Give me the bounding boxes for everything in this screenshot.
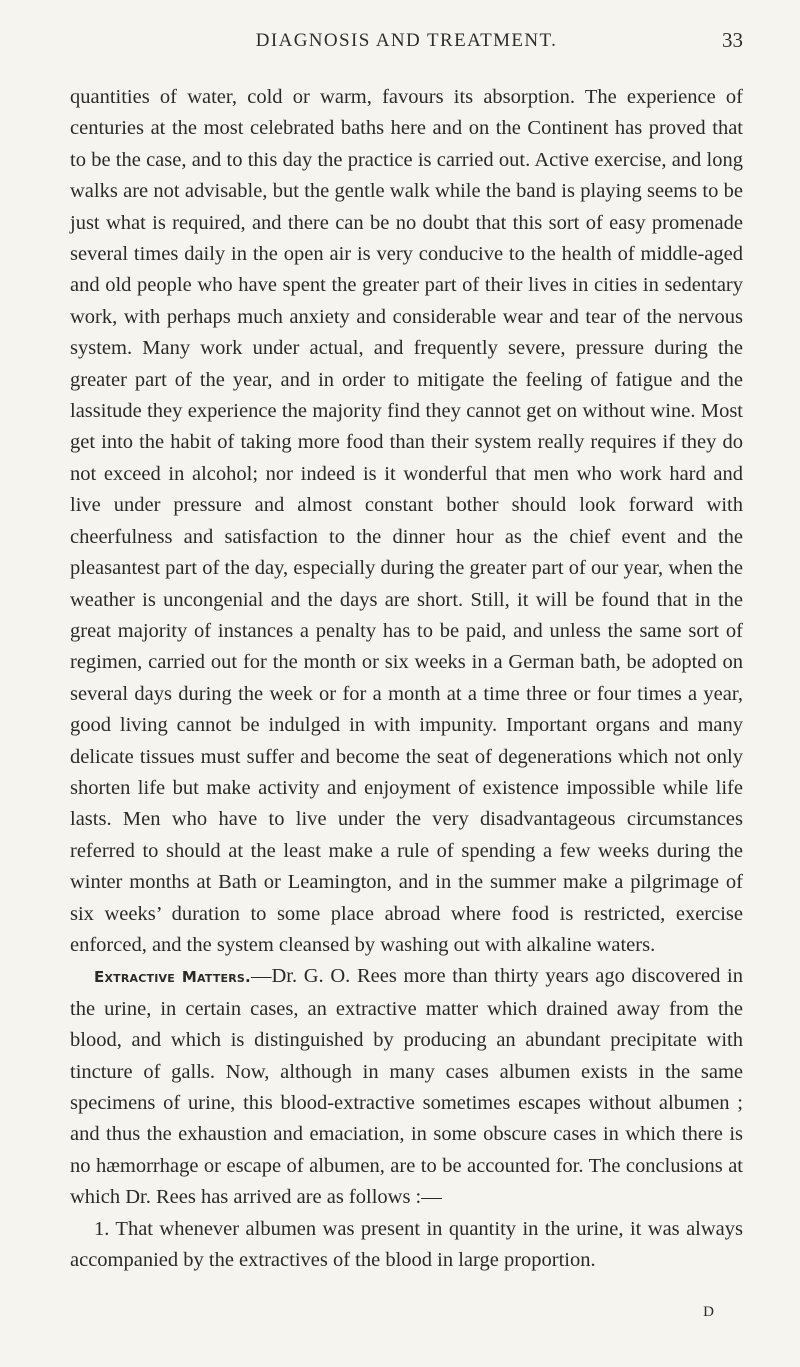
signature-mark: D bbox=[703, 1304, 715, 1320]
paragraph-extractive-body: —Dr. G. O. Rees more than thirty years ago discovered in the urine, in certain cases, an extractive matter which drained away from the blood, and which is distinguished by producing an abundant precipitate with tincture of galls. Now, although in many cases albumen exists in the same specimens of urine, this blood-extractive sometimes escapes without albumen ; and thus the exhaustion and emaciation, in some obscure cases in which there is no hæmorrhage or escape of albumen, are to be accounted for. The conclusions at which Dr. Rees has arrived are as follows :— bbox=[70, 965, 743, 1209]
running-title: DIAGNOSIS AND TREATMENT. bbox=[255, 30, 558, 51]
paragraph-exercise: quantities of water, cold or warm, favours its absorption. The experience of centuries at the most celebrated baths here and on the Continent has proved that to be the case, and to this day the practice is carried out. Active exercise, and long walks are not advisable, but the gentle walk while the band is playing seems to be just what is required, and there can be no doubt that this sort of easy promenade several times daily in the open air is very conducive to the health of middle-aged and old people who have spent the greater part of their lives in cities in sedentary work, with perhaps much anxiety and considerable wear and tear of the nervous system. Many work under actual, and frequently severe, pressure during the greater part of the year, and in order to mitigate the feeling of fatigue and the lassitude they experience the majority find they cannot get on without wine. Most get into the habit of taking more food than their system really requires if they do not exceed in alcohol; nor indeed is it wonderful that men who work hard and live under pressure and almost constant bother should look forward with cheerfulness and satisfaction to the dinner hour as the chief event and the pleasantest part of the day, especially during the greater part of our year, when the weather is uncongenial and the days are short. Still, it will be found that in the great majority of instances a penalty has to be paid, and unless the same sort of regimen, carried out for the month or six weeks in a German bath, be adopted on several days during the week or for a month at a time three or four times a year, good living cannot be indulged in with impunity. Important organs and many delicate tissues must suffer and become the seat of degenerations which not only shorten life but make activity and enjoyment of existence impossible while life lasts. Men who have to live under the very disadvantageous circumstances referred to should at the least make a rule of spending a few weeks during the winter months at Bath or Leamington, and in the summer make a pilgrimage of six weeks’ duration to some place abroad where food is restricted, exercise enforced, and the system cleansed by washing out with alkaline waters. bbox=[70, 86, 743, 956]
section-sidehead: Extractive Matters. bbox=[94, 968, 251, 987]
paragraph-extractive-matters bbox=[70, 961, 743, 1213]
running-head bbox=[70, 30, 743, 64]
body-text bbox=[70, 82, 743, 1276]
page-number: 33 bbox=[722, 28, 743, 52]
conclusion-item-1: 1. That whenever albumen was present in quantity in the urine, it was always accompanied by the extractives of the blood in large proportion. bbox=[70, 1217, 743, 1272]
